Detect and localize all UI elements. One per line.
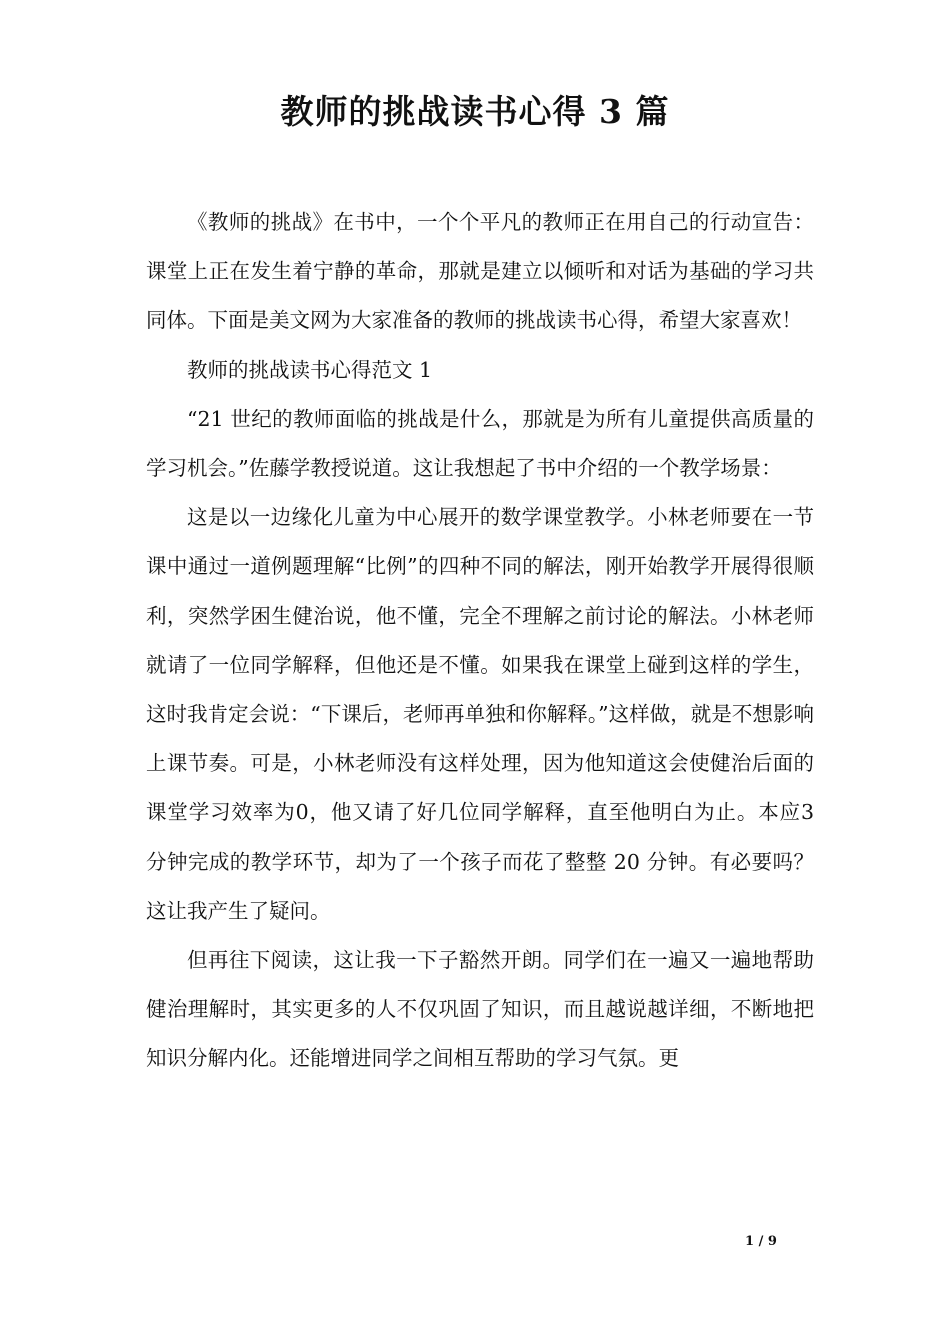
page-number: 1 / 9 bbox=[745, 1234, 777, 1249]
body-paragraph: “21 世纪的教师面临的挑战是什么，那就是为所有儿童提供高质量的学习机会。”佐藤学教授说道。这让我想起了书中介绍的一个教学场景： bbox=[146, 406, 814, 481]
body-paragraph: 但再往下阅读，这让我一下子豁然开朗。同学们在一遍又一遍地帮助健治理解时，其实更多的人不仅巩固了知识，而且越说越详细，不断地把知识分解内化。还能增进同学之间相互帮助的学习气氛。更 bbox=[146, 948, 814, 1071]
body-paragraph: 这是以一边缘化儿童为中心展开的数学课堂教学。小林老师要在一节课中通过一道例题理解“比例”的四种不同的解法，刚开始教学开展得很顺利，突然学困生健治说，他不懂，完全不理解之前讨论的解法。小林老师就请了一位同学解释，但他还是不懂。如果我在课堂上碰到这样的学生，这时我肯定会说：“下课后，老师再单独和你解释。”这样做，就是不想影响上课节奏。可是，小林老师没有这样处理，因为他知道这会使健治后面的课堂学习效率为0，他又请了好几位同学解释，直至他明白为止。本应3 分钟完成的教学环节，却为了一个孩子而花了整整 20 分钟。有必要吗？这让我产生了疑问。 bbox=[146, 505, 814, 923]
document-body bbox=[146, 198, 814, 1084]
section-heading: 教师的挑战读书心得范文 1 bbox=[187, 357, 433, 382]
intro-paragraph: 《教师的挑战》在书中，一个个平凡的教师正在用自己的行动宣告：课堂上正在发生着宁静的革命，那就是建立以倾听和对话为基础的学习共同体。下面是美文网为大家准备的教师的挑战读书心得，希望大家喜欢！ bbox=[146, 210, 814, 333]
document-title: 教师的挑战读书心得 3 篇 bbox=[280, 92, 670, 131]
